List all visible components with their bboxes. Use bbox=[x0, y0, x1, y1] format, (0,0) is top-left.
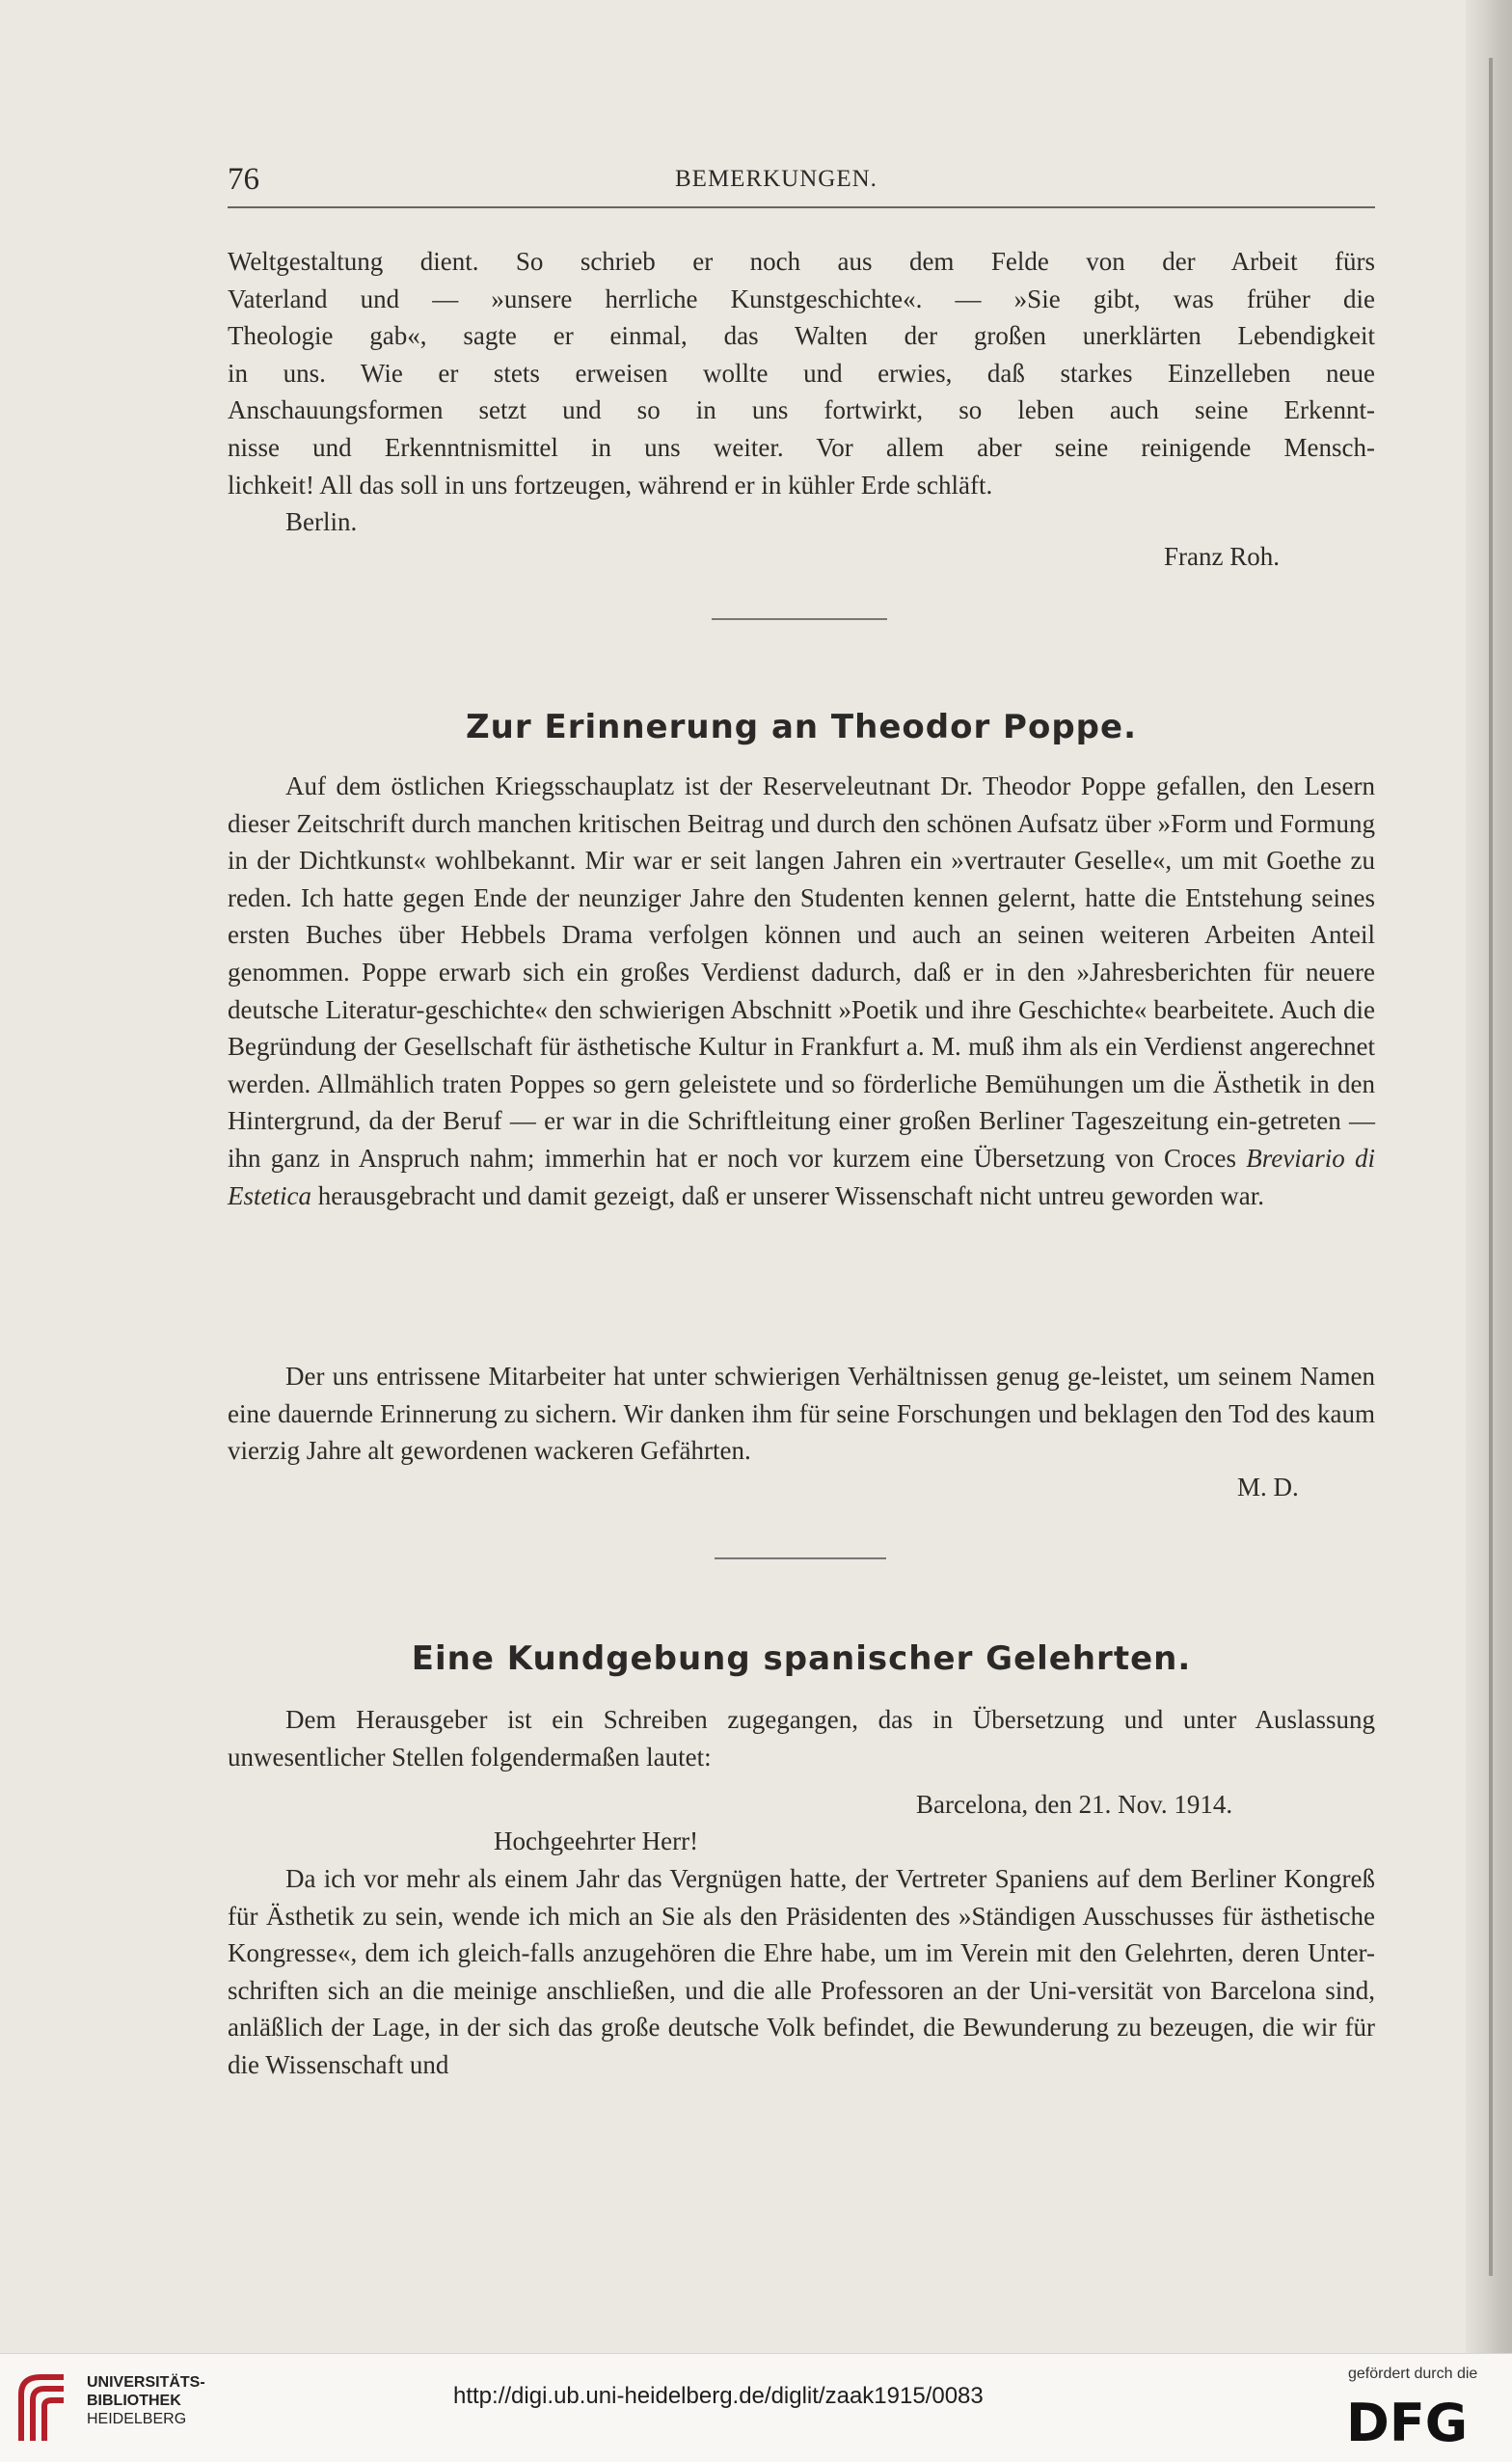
funding-note: gefördert durch die bbox=[1348, 2366, 1478, 2382]
paragraph-text: Da ich vor mehr als einem Jahr das Vergnügen hatte, der Vertreter Spaniens auf dem Berliner Kongreß für Ästhetik zu sein, wende ich mich an Sie als den Präsidenten des »Ständigen Ausschusses für ästhetische Kongresse«, dem ich gleich-falls anzugehören die Ehre habe, um im Verein mit den Gelehrten, deren Unter-schriften sich an die meinige anschließen, und die alle Professoren an der Uni-versität von Barcelona sind, anläßlich der Lage, in der sich das große deutsche Volk befindet, die Bewunderung zu bezeugen, die wir für die Wissenschaft und bbox=[228, 1864, 1375, 2079]
section-separator bbox=[712, 618, 887, 620]
library-name-line: UNIVERSITÄTS- bbox=[87, 2374, 205, 2391]
library-name-line: HEIDELBERG bbox=[87, 2411, 187, 2427]
permalink-url[interactable]: http://digi.ub.uni-heidelberg.de/diglit/zaak1915/0083 bbox=[453, 2383, 984, 2409]
section-heading: Eine Kundgebung spanischer Gelehrten. bbox=[411, 1639, 1192, 1678]
text-line: in uns. Wie er stets erweisen wollte und erwies, daß starkes Einzelleben neue bbox=[228, 358, 1375, 388]
text-line: Weltgestaltung dient. So schrieb er noch aus dem Felde von der Arbeit fürs bbox=[228, 247, 1375, 276]
author-initials: M. D. bbox=[1237, 1473, 1299, 1502]
dfg-logo-icon bbox=[1346, 2391, 1491, 2448]
obituary-paragraph-2 bbox=[228, 1358, 1375, 1470]
paragraph-text: Auf dem östlichen Kriegsschauplatz ist der Reserveleutnant Dr. Theodor Poppe gefallen, den Lesern dieser Zeitschrift durch manchen kritischen Beitrag und durch den schönen Aufsatz über »Form und Formung in der Dichtkunst« wohlbekannt. Mir war er seit langen Jahren ein »vertrauter Geselle«, um mit Goethe zu reden. Ich hatte gegen Ende der neunziger Jahre den Studenten kennen gelernt, hatte die Entstehung seines ersten Buches über Hebbels Drama verfolgen können und auch an seinen weiteren Arbeiten Anteil genommen. Poppe erwarb sich ein großes Verdienst dadurch, daß er in den »Jahresberichten für neuere deutsche Literatur-geschichte« den schwierigen Abschnitt »Poetik und ihre Geschichte« bearbeitete. Auch die Begründung der Gesellschaft für ästhetische Kultur in Frankfurt a. M. muß ihm als ein Verdienst angerechnet werden. Allmählich traten Poppes so gern geleistete und so förderliche Bemühungen um die Ästhetik in den Hintergrund, da der Beruf — er war in die Schriftleitung einer großen Berliner Tageszeitung ein-getreten — ihn ganz in Anspruch nahm; immerhin hat er noch vor kurzem eine Übersetzung von Croces bbox=[228, 771, 1375, 1173]
author-signature: Franz Roh. bbox=[1164, 542, 1280, 571]
section-heading: Zur Erinnerung an Theodor Poppe. bbox=[466, 708, 1137, 746]
text-line: Anschauungsformen setzt und so in uns fortwirkt, so leben auch seine Erkennt- bbox=[228, 395, 1375, 425]
section-separator bbox=[715, 1557, 886, 1559]
text-line: Theologie gab«, sagte er einmal, das Walten der großen unerklärten Lebendigkeit bbox=[228, 321, 1375, 351]
paragraph-text: herausgebracht und damit gezeigt, daß er unserer Wissenschaft nicht untreu geworden war. bbox=[310, 1180, 1265, 1210]
viewer-footer bbox=[0, 2353, 1512, 2462]
obituary-paragraph bbox=[228, 768, 1375, 1214]
running-title: BEMERKUNGEN. bbox=[675, 166, 878, 192]
continuation-paragraph bbox=[228, 243, 1375, 503]
text-line: lichkeit! All das soll in uns fortzeugen, während er in kühler Erde schläft. bbox=[228, 470, 993, 500]
page-number: 76 bbox=[228, 162, 259, 197]
place-line: Berlin. bbox=[285, 507, 358, 536]
library-name-line: BIBLIOTHEK bbox=[87, 2393, 181, 2409]
letter-salutation: Hochgeehrter Herr! bbox=[494, 1826, 699, 1855]
intro-paragraph bbox=[228, 1701, 1375, 1775]
paragraph-text: Dem Herausgeber ist ein Schreiben zugegangen, das in Übersetzung und unter Auslassung unwesentlicher Stellen folgendermaßen lautet: bbox=[228, 1705, 1375, 1772]
text-line: nisse und Erkenntnismittel in uns weiter. Vor allem aber seine reinigende Mensch- bbox=[228, 432, 1375, 462]
paragraph-text: Der uns entrissene Mitarbeiter hat unter schwierigen Verhältnissen genug ge-leistet, um seinem Namen eine dauernde Erinnerung zu sichern. Wir danken ihm für seine Forschungen und beklagen den Tod des kaum vierzig Jahre alt gewordenen wackeren Gefährten. bbox=[228, 1362, 1375, 1466]
letter-body bbox=[228, 1860, 1375, 2084]
book-title-italic: Breviario di Estetica bbox=[228, 1143, 1375, 1210]
library-logo-icon bbox=[14, 2367, 71, 2448]
running-head bbox=[228, 162, 1375, 201]
header-rule bbox=[228, 206, 1375, 208]
gutter-shadow-line bbox=[1489, 58, 1493, 2276]
library-name bbox=[87, 2373, 205, 2428]
letter-dateline: Barcelona, den 21. Nov. 1914. bbox=[916, 1790, 1233, 1819]
text-line: Vaterland und — »unsere herrliche Kunstgeschichte«. — »Sie gibt, was früher die bbox=[228, 284, 1375, 313]
dfg-logo-text: DFG bbox=[1346, 2393, 1469, 2448]
